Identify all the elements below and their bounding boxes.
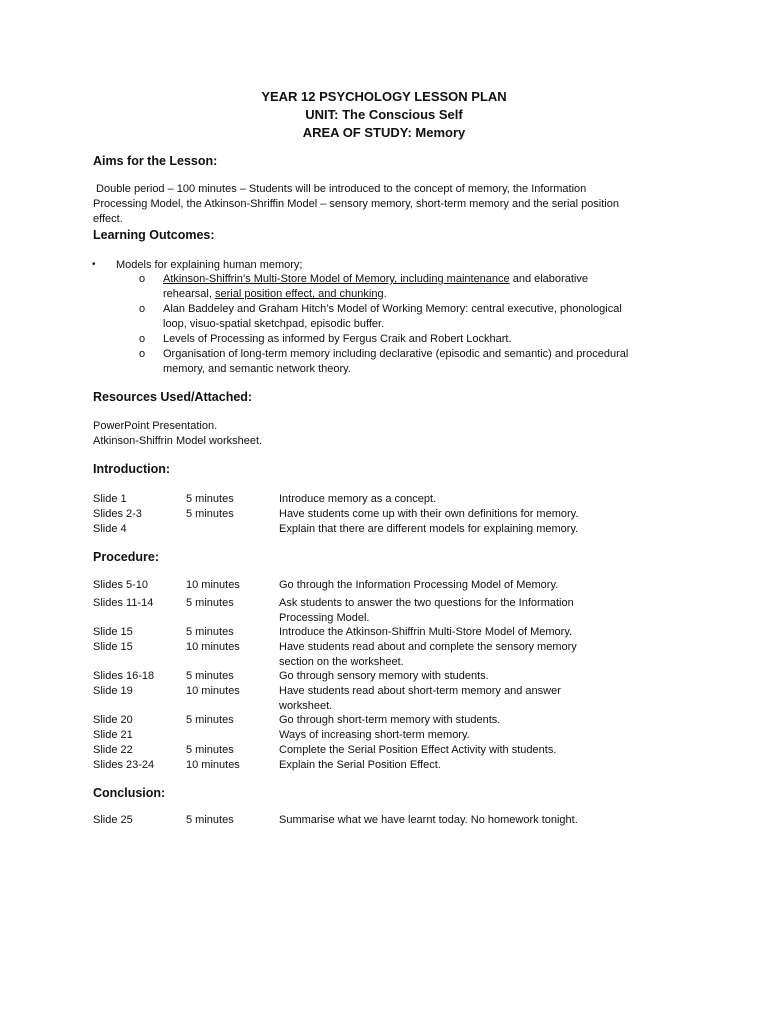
resource-item: Atkinson-Shiffrin Model worksheet. (93, 435, 263, 447)
schedule-description-cell: Have students read about and complete the sensory memory (279, 641, 577, 653)
schedule-time-cell: 10 minutes (186, 759, 240, 771)
aims-text-line-3: effect. (93, 213, 123, 225)
schedule-description-cell: Go through sensory memory with students. (279, 670, 489, 682)
outcome-sub-item-1-line-2 (163, 288, 387, 300)
procedure-heading: Procedure: (93, 550, 159, 564)
aims-text-line-1: Double period – 100 minutes – Students will be introduced to the concept of memory, the Information (93, 183, 587, 195)
outcome-text: rehearsal, (163, 288, 215, 300)
outcome-sub-item-3: Levels of Processing as informed by Fergus Craik and Robert Lockhart. (163, 333, 512, 345)
schedule-time-cell: 10 minutes (186, 641, 240, 653)
schedule-time-cell: 10 minutes (186, 685, 240, 697)
schedule-slide-cell: Slide 15 (93, 626, 133, 638)
schedule-description-cell: Explain that there are different models for explaining memory. (279, 523, 579, 535)
schedule-slide-cell: Slide 20 (93, 714, 133, 726)
outcome-text: and elaborative (509, 273, 588, 285)
schedule-description-cell: Introduce the Atkinson-Shiffrin Multi-Store Model of Memory. (279, 626, 573, 638)
conclusion-heading: Conclusion: (93, 786, 166, 800)
schedule-description-cell: Ways of increasing short-term memory. (279, 729, 470, 741)
schedule-description-cell: worksheet. (279, 700, 333, 712)
schedule-description-cell: section on the worksheet. (279, 656, 404, 668)
schedule-slide-cell: Slide 1 (93, 493, 127, 505)
sub-bullet-icon: o (139, 303, 146, 315)
document-title: YEAR 12 PSYCHOLOGY LESSON PLAN (261, 89, 507, 104)
outcome-underlined-text: serial position effect, and chunking (214, 288, 384, 300)
outcome-sub-item-4-line-2: memory, and semantic network theory. (163, 363, 351, 375)
outcome-underlined-text: Atkinson-Shiffrin’s Multi-Store Model of Memory, including maintenance (163, 273, 510, 285)
schedule-time-cell: 5 minutes (186, 493, 234, 505)
schedule-description-cell: Processing Model. (279, 612, 370, 624)
outcome-main-item: Models for explaining human memory; (116, 259, 303, 271)
outcome-sub-item-2-line-1: Alan Baddeley and Graham Hitch’s Model of Working Memory: central executive, phonological (163, 303, 622, 315)
schedule-time-cell: 5 minutes (186, 714, 234, 726)
aims-text-line-2: Processing Model, the Atkinson-Shriffin Model – sensory memory, short-term memory and the serial position (93, 198, 619, 210)
schedule-slide-cell: Slides 5-10 (93, 579, 149, 591)
schedule-slide-cell: Slide 22 (93, 744, 133, 756)
schedule-description-cell: Go through short-term memory with students. (279, 714, 501, 726)
schedule-description-cell: Complete the Serial Position Effect Activity with students. (279, 744, 557, 756)
outcome-sub-item-2-line-2: loop, visuo-spatial sketchpad, episodic buffer. (163, 318, 385, 330)
schedule-slide-cell: Slides 16-18 (93, 670, 155, 682)
schedule-time-cell: 10 minutes (186, 579, 240, 591)
introduction-heading: Introduction: (93, 462, 171, 476)
schedule-description-cell: Summarise what we have learnt today. No homework tonight. (279, 814, 578, 826)
resource-item: PowerPoint Presentation. (93, 420, 218, 432)
area-of-study-title: AREA OF STUDY: Memory (302, 125, 466, 140)
outcome-sub-item-1-line-1 (163, 273, 588, 285)
unit-title: UNIT: The Conscious Self (305, 107, 463, 122)
schedule-slide-cell: Slide 4 (93, 523, 127, 535)
schedule-time-cell: 5 minutes (186, 508, 234, 520)
schedule-description-cell: Have students come up with their own definitions for memory. (279, 508, 579, 520)
schedule-time-cell: 5 minutes (186, 744, 234, 756)
schedule-description-cell: Go through the Information Processing Model of Memory. (279, 579, 559, 591)
bullet-icon: • (92, 259, 96, 270)
schedule-time-cell: 5 minutes (186, 814, 234, 826)
schedule-time-cell: 5 minutes (186, 597, 234, 609)
resources-heading: Resources Used/Attached: (93, 390, 253, 404)
schedule-time-cell: 5 minutes (186, 626, 234, 638)
schedule-slide-cell: Slide 21 (93, 729, 133, 741)
outcome-sub-item-4-line-1: Organisation of long-term memory including declarative (episodic and semantic) and procedural (163, 348, 629, 360)
schedule-slide-cell: Slides 23-24 (93, 759, 155, 771)
schedule-slide-cell: Slide 25 (93, 814, 133, 826)
sub-bullet-icon: o (139, 348, 146, 360)
schedule-description-cell: Ask students to answer the two questions for the Information (279, 597, 574, 609)
sub-bullet-icon: o (139, 273, 146, 285)
schedule-time-cell: 5 minutes (186, 670, 234, 682)
learning-outcomes-heading: Learning Outcomes: (93, 228, 215, 242)
outcome-text: . (383, 288, 387, 300)
schedule-description-cell: Introduce memory as a concept. (279, 493, 437, 505)
aims-heading: Aims for the Lesson: (93, 154, 218, 168)
schedule-description-cell: Explain the Serial Position Effect. (279, 759, 441, 771)
sub-bullet-icon: o (139, 333, 146, 345)
schedule-slide-cell: Slide 15 (93, 641, 133, 653)
schedule-slide-cell: Slide 19 (93, 685, 133, 697)
schedule-description-cell: Have students read about short-term memory and answer (279, 685, 561, 697)
schedule-slide-cell: Slides 11-14 (93, 597, 154, 609)
schedule-slide-cell: Slides 2-3 (93, 508, 142, 520)
